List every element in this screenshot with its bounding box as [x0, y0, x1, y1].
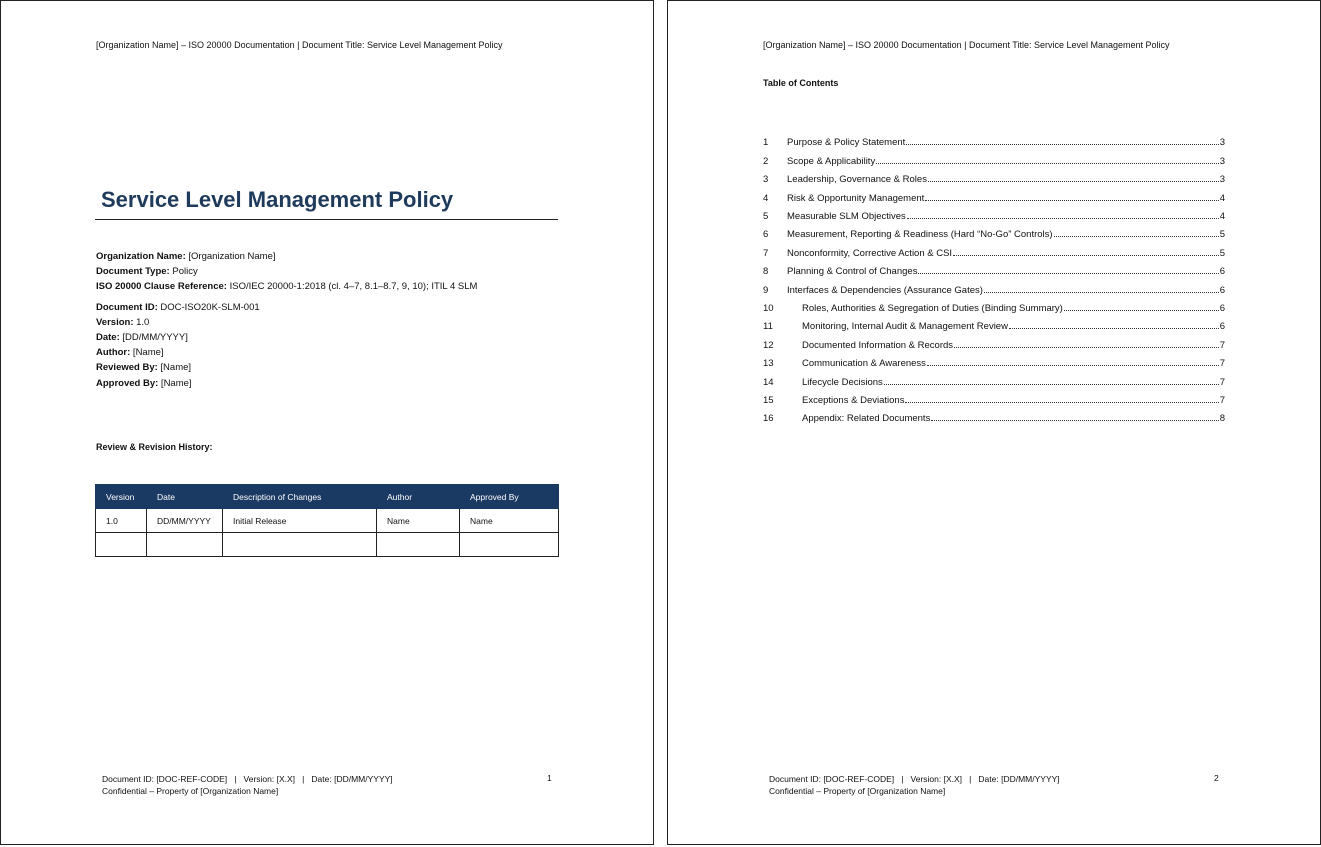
table-cell: Name	[377, 509, 460, 533]
toc-entry[interactable]	[763, 303, 1225, 317]
toc-entry-page: 7	[1219, 340, 1225, 351]
page-header: [Organization Name] – ISO 20000 Documentation | Document Title: Service Level Management Policy	[763, 40, 1170, 50]
toc-entry[interactable]	[763, 285, 1225, 299]
toc-dot-leader	[876, 162, 1219, 164]
page-header: [Organization Name] – ISO 20000 Documentation | Document Title: Service Level Management Policy	[96, 40, 503, 50]
toc-dot-leader	[953, 254, 1219, 256]
toc-entry-page: 4	[1219, 193, 1225, 204]
toc-entry-number: 9	[763, 285, 769, 296]
toc-dot-leader	[925, 199, 1218, 201]
toc-entry-number: 15	[763, 395, 774, 406]
toc-dot-leader	[954, 346, 1219, 348]
toc-entry-page: 7	[1219, 395, 1225, 406]
toc-entry[interactable]	[763, 395, 1225, 409]
toc-entry-title: Risk & Opportunity Management	[787, 193, 925, 204]
meta-organization-name: Organization Name: [Organization Name]	[96, 251, 276, 262]
table-cell	[147, 533, 223, 557]
toc-entry-title: Leadership, Governance & Roles	[787, 174, 927, 185]
toc-entry-page: 4	[1219, 211, 1225, 222]
toc-entry-number: 2	[763, 156, 769, 167]
page-number: 2	[1214, 773, 1219, 783]
title-underline	[95, 219, 558, 220]
toc-entry[interactable]	[763, 340, 1225, 354]
toc-entry-page: 6	[1219, 266, 1225, 277]
document-page-1	[0, 0, 654, 845]
toc-entry-title: Scope & Applicability	[787, 156, 876, 167]
toc-entry[interactable]	[763, 137, 1225, 151]
toc-dot-leader	[927, 364, 1219, 366]
column-header: Description of Changes	[223, 485, 377, 509]
revision-history-table	[95, 484, 559, 557]
table-cell: Name	[460, 509, 559, 533]
toc-entry-number: 7	[763, 248, 769, 259]
column-header: Version	[96, 485, 147, 509]
table-cell	[223, 533, 377, 557]
footer-line-2: Confidential – Property of [Organization Name]	[102, 786, 279, 796]
toc-entry-page: 7	[1219, 377, 1225, 388]
table-cell: Initial Release	[223, 509, 377, 533]
toc-entry-title: Planning & Control of Changes	[787, 266, 918, 277]
toc-entry-title: Measurement, Reporting & Readiness (Hard “No-Go” Controls)	[787, 229, 1053, 240]
table-cell	[96, 533, 147, 557]
table-row	[96, 533, 559, 557]
toc-entry-number: 12	[763, 340, 774, 351]
toc-entry-title: Purpose & Policy Statement	[787, 137, 906, 148]
toc-dot-leader	[984, 291, 1219, 293]
meta-version: Version: 1.0	[96, 317, 150, 328]
toc-entry[interactable]	[763, 156, 1225, 170]
toc-entry-title: Roles, Authorities & Segregation of Duties (Binding Summary)	[802, 303, 1063, 314]
toc-entry-title: Interfaces & Dependencies (Assurance Gates)	[787, 285, 983, 296]
table-cell: DD/MM/YYYY	[147, 509, 223, 533]
page-number: 1	[547, 773, 552, 783]
toc-entry-page: 5	[1219, 248, 1225, 259]
toc-entry-title: Nonconformity, Corrective Action & CSI	[787, 248, 953, 259]
column-header: Approved By	[460, 485, 559, 509]
toc-dot-leader	[931, 419, 1218, 421]
toc-entry-title: Lifecycle Decisions	[802, 377, 883, 388]
toc-entry-title: Measurable SLM Objectives	[787, 211, 906, 222]
meta-date: Date: [DD/MM/YYYY]	[96, 332, 188, 343]
toc-entry-title: Monitoring, Internal Audit & Management Review	[802, 321, 1008, 332]
toc-entry-number: 1	[763, 137, 769, 148]
toc-entry[interactable]	[763, 211, 1225, 225]
page-footer	[769, 773, 1060, 797]
toc-entry-number: 13	[763, 358, 774, 369]
toc-entry-number: 16	[763, 413, 774, 424]
toc-entry-number: 14	[763, 377, 774, 388]
toc-entry-page: 5	[1219, 229, 1225, 240]
toc-entry-page: 7	[1219, 358, 1225, 369]
toc-entry-number: 11	[763, 321, 773, 332]
toc-dot-leader	[1064, 309, 1219, 311]
toc-entry-number: 4	[763, 193, 769, 204]
table-cell: 1.0	[96, 509, 147, 533]
page-footer	[102, 773, 393, 797]
toc-entry-number: 6	[763, 229, 769, 240]
toc-entry-title: Exceptions & Deviations	[802, 395, 905, 406]
toc-dot-leader	[907, 217, 1219, 219]
table-row	[96, 509, 559, 533]
toc-entry[interactable]	[763, 193, 1225, 207]
toc-entry-number: 8	[763, 266, 769, 277]
toc-entry-number: 5	[763, 211, 769, 222]
toc-entry-page: 8	[1219, 413, 1225, 424]
table-header-row	[96, 485, 559, 509]
footer-line-1: Document ID: [DOC-REF-CODE] | Version: [X.X] | Date: [DD/MM/YYYY]	[769, 774, 1060, 784]
toc-entry-page: 6	[1219, 285, 1225, 296]
toc-entry-page: 3	[1219, 156, 1225, 167]
toc-entry[interactable]	[763, 174, 1225, 188]
toc-entry-title: Documented Information & Records	[802, 340, 954, 351]
meta-clause-reference: ISO 20000 Clause Reference: ISO/IEC 20000-1:2018 (cl. 4–7, 8.1–8.7, 9, 10); ITIL 4 SLM	[96, 281, 478, 292]
toc-dot-leader	[1009, 327, 1219, 329]
toc-dot-leader	[1054, 235, 1219, 237]
table-cell	[460, 533, 559, 557]
toc-entry[interactable]	[763, 377, 1225, 391]
toc-entry-number: 10	[763, 303, 774, 314]
toc-dot-leader	[906, 143, 1218, 145]
toc-entry[interactable]	[763, 248, 1225, 262]
meta-document-type: Document Type: Policy	[96, 266, 198, 277]
meta-document-id: Document ID: DOC-ISO20K-SLM-001	[96, 302, 260, 313]
toc-dot-leader	[918, 272, 1218, 274]
meta-author: Author: [Name]	[96, 347, 164, 358]
revision-history-label: Review & Revision History:	[96, 442, 213, 452]
toc-entry-page: 3	[1219, 137, 1225, 148]
toc-dot-leader	[928, 180, 1219, 182]
toc-entry-page: 3	[1219, 174, 1225, 185]
table-cell	[377, 533, 460, 557]
toc-entry-number: 3	[763, 174, 769, 185]
footer-line-2: Confidential – Property of [Organization Name]	[769, 786, 946, 796]
footer-line-1: Document ID: [DOC-REF-CODE] | Version: [X.X] | Date: [DD/MM/YYYY]	[102, 774, 393, 784]
toc-entry-title: Appendix: Related Documents	[802, 413, 931, 424]
toc-entry[interactable]	[763, 413, 1225, 427]
column-header: Date	[147, 485, 223, 509]
toc-heading: Table of Contents	[763, 78, 839, 88]
toc-entry-page: 6	[1219, 303, 1225, 314]
meta-reviewed-by: Reviewed By: [Name]	[96, 362, 192, 373]
toc-entry-page: 6	[1219, 321, 1225, 332]
toc-dot-leader	[905, 401, 1218, 403]
toc-entry[interactable]	[763, 229, 1225, 243]
toc-entry[interactable]	[763, 266, 1225, 280]
toc-entry[interactable]	[763, 358, 1225, 372]
toc-dot-leader	[884, 383, 1219, 385]
toc-entry-title: Communication & Awareness	[802, 358, 926, 369]
column-header: Author	[377, 485, 460, 509]
document-title: Service Level Management Policy	[101, 187, 454, 212]
toc-entry[interactable]	[763, 321, 1225, 335]
meta-approved-by: Approved By: [Name]	[96, 378, 192, 389]
